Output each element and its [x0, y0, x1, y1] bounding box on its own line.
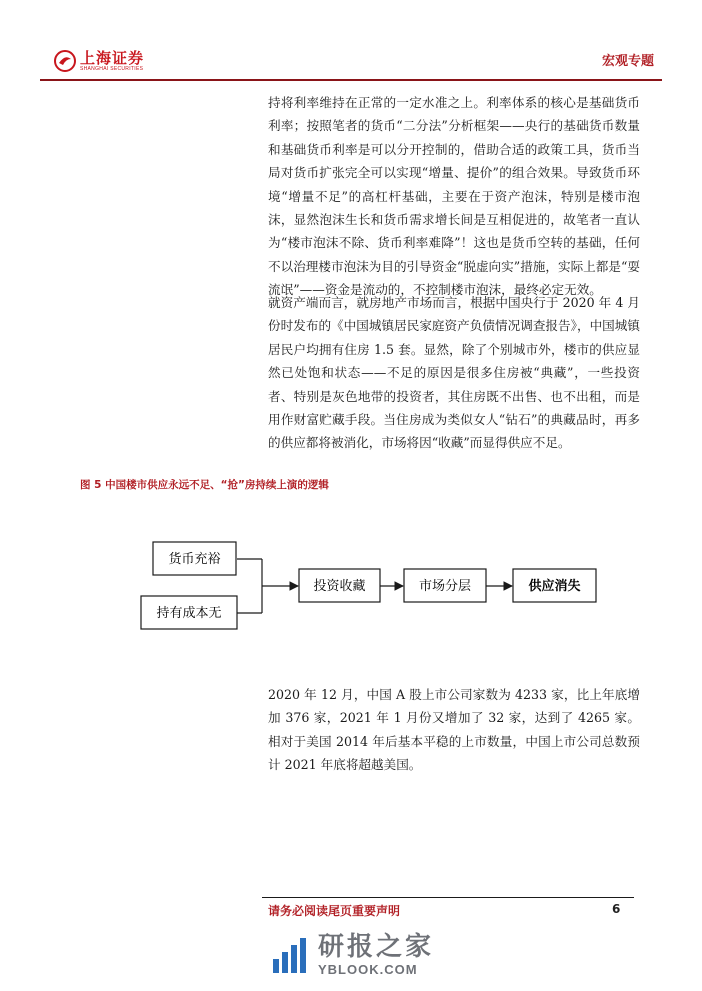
svg-text:投资收藏: 投资收藏	[313, 579, 366, 594]
logo-english-name: SHANGHAI SECURITIES	[80, 66, 144, 72]
watermark-chinese: 研报之家	[318, 932, 435, 962]
node-money-abundant	[153, 542, 236, 575]
node-investment-collection	[299, 569, 380, 602]
watermark	[270, 925, 434, 985]
header-divider	[40, 79, 662, 81]
flow-diagram	[140, 525, 620, 640]
bar-chart-icon	[270, 935, 310, 975]
svg-text:货币充裕: 货币充裕	[168, 552, 221, 567]
figure-title: 图 5 中国楼市供应永远不足、“抢”房持续上演的逻辑	[80, 479, 329, 491]
merge-connector	[237, 559, 298, 613]
disclaimer-note: 请务必阅读尾页重要声明	[268, 904, 401, 918]
watermark-domain: YBLOOK.COM	[318, 962, 418, 977]
shanghai-securities-logo-icon	[54, 50, 76, 72]
node-supply-disappears	[513, 569, 596, 602]
svg-text:持有成本无: 持有成本无	[156, 606, 222, 621]
node-market-stratification	[404, 569, 486, 602]
page-header	[40, 40, 662, 80]
svg-text:供应消失: 供应消失	[528, 579, 581, 594]
svg-text:市场分层: 市场分层	[418, 579, 472, 594]
logo-chinese-name: 上海证券	[80, 49, 145, 67]
page-number: 6	[612, 902, 621, 916]
footer-divider	[262, 897, 634, 898]
body-paragraph: 持将利率维持在正常的一定水准之上。利率体系的核心是基础货币利率；按照笔者的货币“二分法”分析框架——央行的基础货币数量和基础货币利率是可以分开控制的，借助合适的政策工具，货币当局对货币扩张完全可以实现“增量、提价”的组合效果。导致货币环境“增量不足”的高杠杆基础，主要在于资产泡沫，特别是楼市泡沫，显然泡沫生长和货币需求增长间是互相促进的，故笔者一直认为“楼市泡沫不除、货币利率难降”！这也是货币空转的基础，任何不以治理楼市泡沫为目的引导资金“脱虚向实”措施，实际上都是“耍流氓”——资金是流动的，不控制楼市泡沫，最终必定无效。	[268, 95, 640, 298]
body-paragraph: 就资产端而言，就房地产市场而言，根据中国央行于 2020 年 4 月份时发布的《中国城镇居民家庭资产负债情况调查报告》，中国城镇居民户均拥有住房 1.5 套。显然，除了个别城市外，楼市的供应显然已处饱和状态——不足的原因是很多住房被“典藏”，一些投资者、特别是灰色地带的投资者，其住房既不出售、也不出租，而是用作财富贮藏手段。当住房成为类似女人“钻石”的典藏品时，再多的供应都将被消化，市场将因“收藏”而显得供应不足。	[268, 295, 640, 451]
company-logo	[54, 48, 144, 74]
body-paragraph: 2020 年 12 月，中国 A 股上市公司家数为 4233 家，比上年底增加 376 家，2021 年 1 月份又增加了 32 家，达到了 4265 家。相对于美国 2014 年后基本平稳的上市数量，中国上市公司总数预计 2021 年底将超越美国。	[268, 687, 640, 773]
node-no-holding-cost	[141, 596, 237, 629]
section-title: 宏观专题	[601, 54, 654, 69]
